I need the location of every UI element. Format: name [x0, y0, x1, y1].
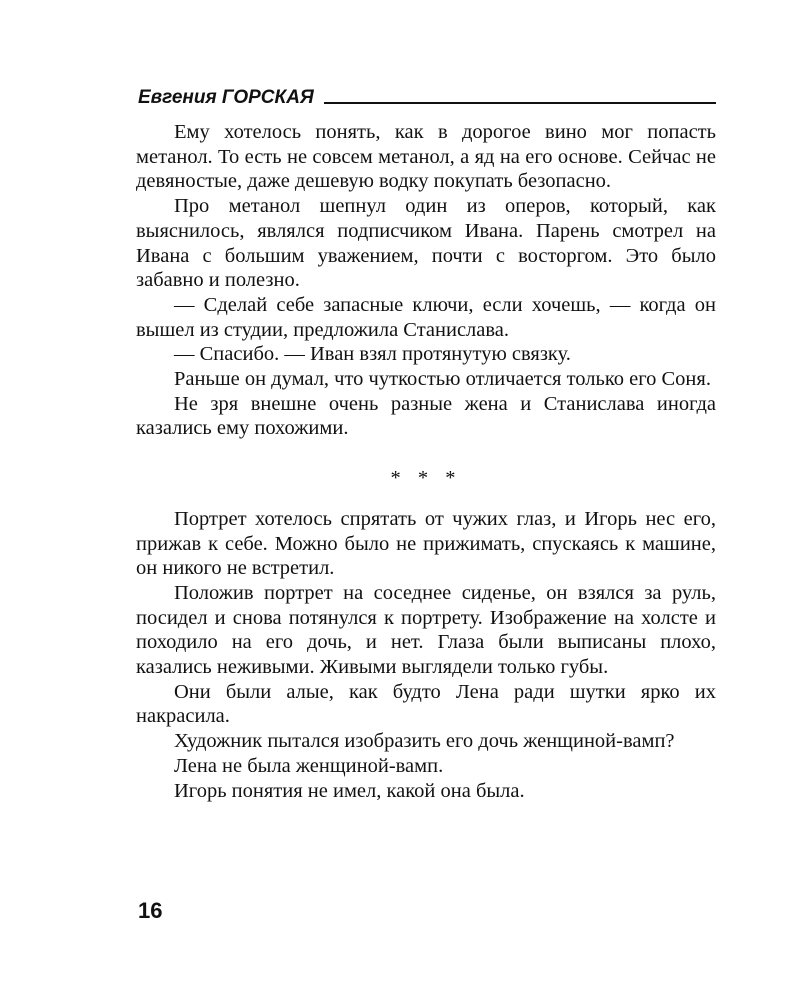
paragraph: Художник пытался изобразить его дочь женщиной-вамп? [174, 730, 675, 753]
page-number: 16 [138, 898, 163, 923]
body-text [136, 120, 716, 803]
paragraph: Игорь понятия не имел, какой она была. [174, 779, 525, 802]
section-separator: * * * [390, 467, 462, 490]
paragraph: Они были алые, как будто Лена ради шутки ярко их накрасила. [136, 680, 716, 728]
paragraph: Про метанол шепнул один из оперов, который, как выяснилось, являлся подписчиком Ивана. Парень смотрел на Ивана с большим уважением, почти с восторгом. Это было забавно и полезно. [136, 195, 716, 292]
paragraph: Раньше он думал, что чуткостью отличается только его Соня. [174, 368, 711, 391]
paragraph: Не зря внешне очень разные жена и Станислава иногда казались ему похожими. [136, 392, 716, 440]
paragraph: — Спасибо. — Иван взял протянутую связку. [174, 343, 571, 366]
paragraph: Портрет хотелось спрятать от чужих глаз, и Игорь нес его, прижав к себе. Можно было не прижимать, спускаясь к машине, он никого не встретил. [136, 507, 716, 580]
author-name: Евгения ГОРСКАЯ [138, 87, 314, 108]
paragraph: Лена не была женщиной-вамп. [174, 754, 444, 777]
running-header [138, 84, 716, 108]
paragraph: — Сделай себе запасные ключи, если хочешь, — когда он вышел из студии, предложила Станислава. [136, 293, 716, 341]
paragraph: Ему хотелось понять, как в дорогое вино мог попасть метанол. То есть не совсем метанол, а яд на его основе. Сейчас не девяностые, даже дешевую водку покупать безопасно. [136, 121, 716, 193]
paragraph: Положив портрет на соседнее сиденье, он взялся за руль, посидел и снова потянулся к портрету. Изображение на холсте и походило на его дочь, и нет. Глаза были выписаны плохо, казались неживыми. Живыми выглядели только губы. [136, 581, 716, 679]
header-rule [324, 102, 716, 104]
